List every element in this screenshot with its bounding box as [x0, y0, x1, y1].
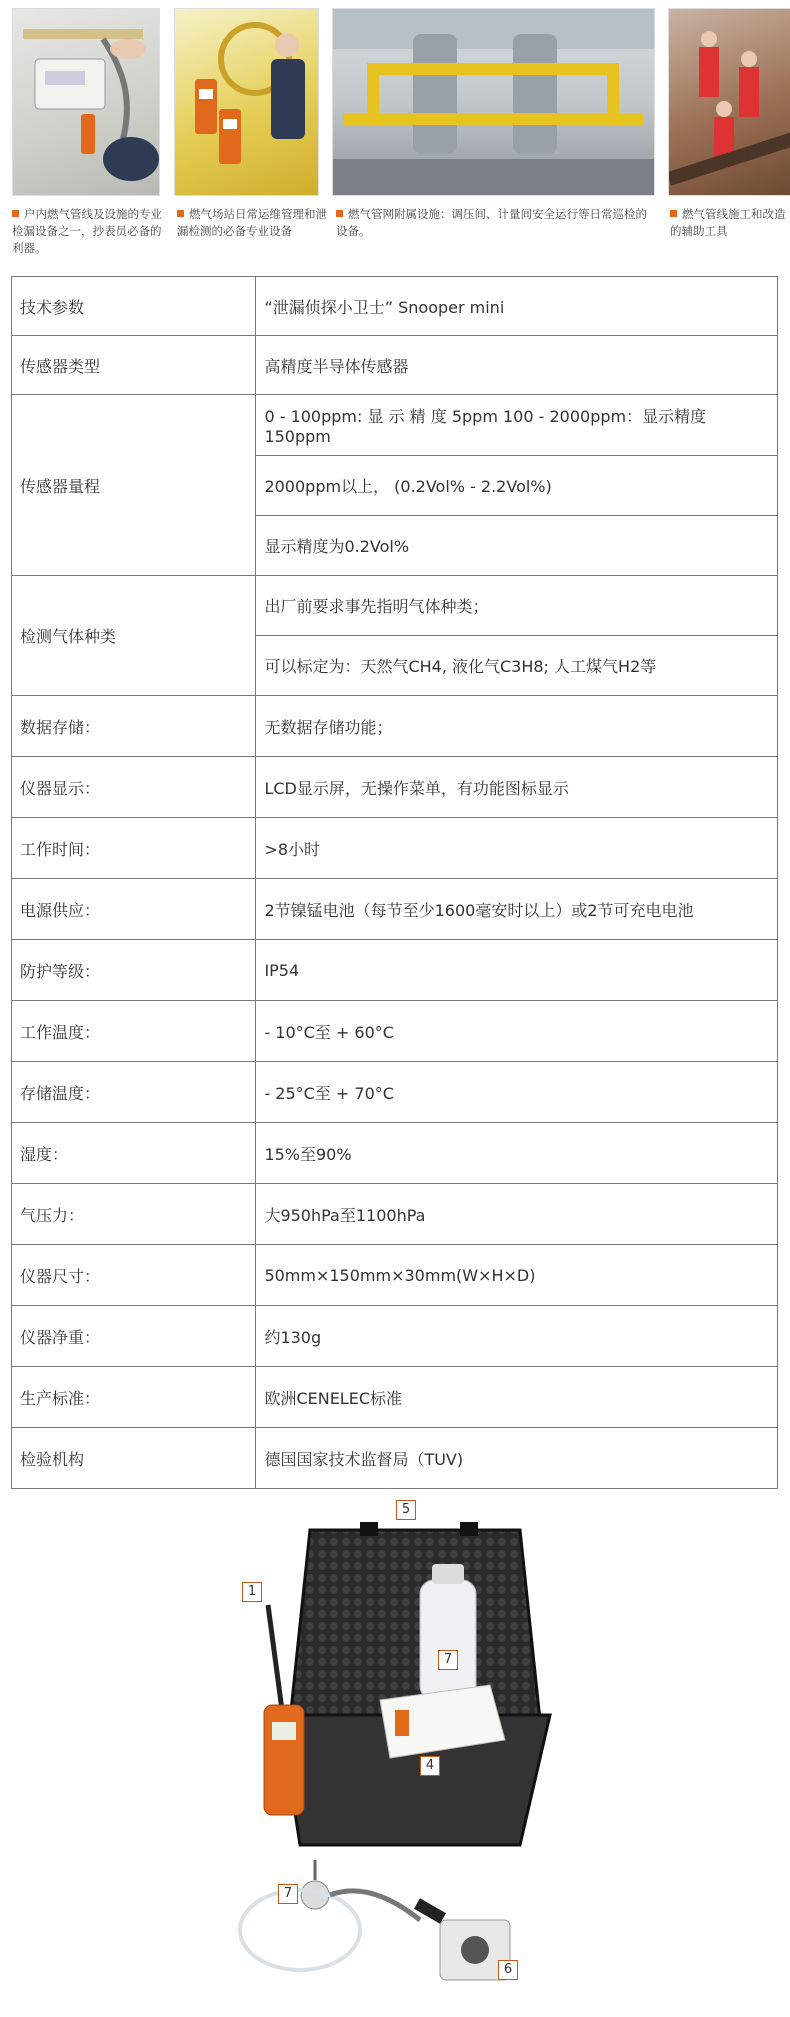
callout-7-hose: 7: [278, 1884, 298, 1904]
table-row: [12, 940, 778, 1001]
bullet-icon: [12, 210, 19, 217]
photo-regulator-station: [332, 8, 655, 196]
spec-value: IP54: [256, 940, 778, 1001]
photo-pipeline-construction: [668, 8, 790, 196]
photo-strip: [12, 8, 778, 194]
table-row: [12, 395, 778, 456]
spec-key: 仪器显示：: [12, 757, 256, 818]
caption-2: 燃气场站日常运维管理和泄漏检测的必备专业设备: [177, 207, 327, 238]
table-row: [12, 1123, 778, 1184]
spec-value: LCD显示屏，无操作菜单，有功能图标显示: [256, 757, 778, 818]
kit-illustration: [220, 1500, 600, 2000]
table-row: [12, 757, 778, 818]
table-row: [12, 336, 778, 395]
spec-key: 传感器量程: [12, 395, 256, 576]
table-row: [12, 1001, 778, 1062]
spec-value: 显示精度为0.2Vol%: [256, 516, 778, 576]
spec-value: 50mm×150mm×30mm(W×H×D): [256, 1245, 778, 1306]
spec-value: 15%至90%: [256, 1123, 778, 1184]
spec-key: 检测气体种类: [12, 576, 256, 696]
spec-key: 工作时间：: [12, 818, 256, 879]
photo-indoor-meter: [12, 8, 160, 196]
caption-3: 燃气管网附属设施：调压间、计量间安全运行等日常巡检的设备。: [336, 207, 647, 238]
spec-key: 工作温度：: [12, 1001, 256, 1062]
spec-key: 存储温度：: [12, 1062, 256, 1123]
spec-key: 检验机构: [12, 1428, 256, 1489]
table-row: [12, 879, 778, 940]
table-row: [12, 818, 778, 879]
table-row: [12, 1245, 778, 1306]
bullet-icon: [670, 210, 677, 217]
spec-key: 仪器尺寸：: [12, 1245, 256, 1306]
spec-value: - 25°C至 + 70°C: [256, 1062, 778, 1123]
table-row: [12, 277, 778, 336]
spec-key: 生产标准：: [12, 1367, 256, 1428]
spec-value: 2节镍锰电池（每节至少1600毫安时以上）或2节可充电电池: [256, 879, 778, 940]
callout-4: 4: [420, 1756, 440, 1776]
spec-value: 2000ppm以上， (0.2Vol% - 2.2Vol%): [256, 456, 778, 516]
table-row: [12, 1184, 778, 1245]
table-row: [12, 1428, 778, 1489]
spec-key: 传感器类型: [12, 336, 256, 395]
table-row: [12, 1367, 778, 1428]
table-row: [12, 1062, 778, 1123]
spec-key: 气压力：: [12, 1184, 256, 1245]
spec-key: 技术参数: [12, 277, 256, 336]
spec-value: 无数据存储功能；: [256, 696, 778, 757]
callout-7-bottle: 7: [438, 1650, 458, 1670]
caption-1: 户内燃气管线及设施的专业检漏设备之一，抄表员必备的利器。: [12, 207, 162, 255]
callout-5: 5: [396, 1500, 416, 1520]
spec-table: [11, 276, 778, 1489]
spec-key: 数据存储：: [12, 696, 256, 757]
spec-key: 防护等级：: [12, 940, 256, 1001]
spec-key: 仪器净重：: [12, 1306, 256, 1367]
table-row: [12, 1306, 778, 1367]
bullet-icon: [177, 210, 184, 217]
callout-1: 1: [242, 1582, 262, 1602]
spec-value: - 10°C至 + 60°C: [256, 1001, 778, 1062]
spec-value: 可以标定为：天然气CH4, 液化气C3H8; 人工煤气H2等: [256, 636, 778, 696]
spec-value: 欧洲CENELEC标准: [256, 1367, 778, 1428]
spec-key: 湿度：: [12, 1123, 256, 1184]
caption-4: 燃气管线施工和改造的辅助工具: [670, 207, 786, 238]
photo-station-operator: [174, 8, 319, 196]
callout-6: 6: [498, 1960, 518, 1980]
bullet-icon: [336, 210, 343, 217]
photo-captions: [12, 206, 786, 256]
table-row: [12, 696, 778, 757]
spec-value: 大950hPa至1100hPa: [256, 1184, 778, 1245]
spec-value: “泄漏侦探小卫士” Snooper mini: [256, 277, 778, 336]
spec-value: >8小时: [256, 818, 778, 879]
spec-value: 高精度半导体传感器: [256, 336, 778, 395]
spec-value: 0 - 100ppm: 显 示 精 度 5ppm 100 - 2000ppm：显示精度 150ppm: [256, 395, 778, 456]
spec-value: 德国国家技术监督局（TUV): [256, 1428, 778, 1489]
kit-drawing: [220, 1500, 600, 2000]
spec-value: 出厂前要求事先指明气体种类；: [256, 576, 778, 636]
spec-key: 电源供应：: [12, 879, 256, 940]
table-row: [12, 576, 778, 636]
spec-value: 约130g: [256, 1306, 778, 1367]
